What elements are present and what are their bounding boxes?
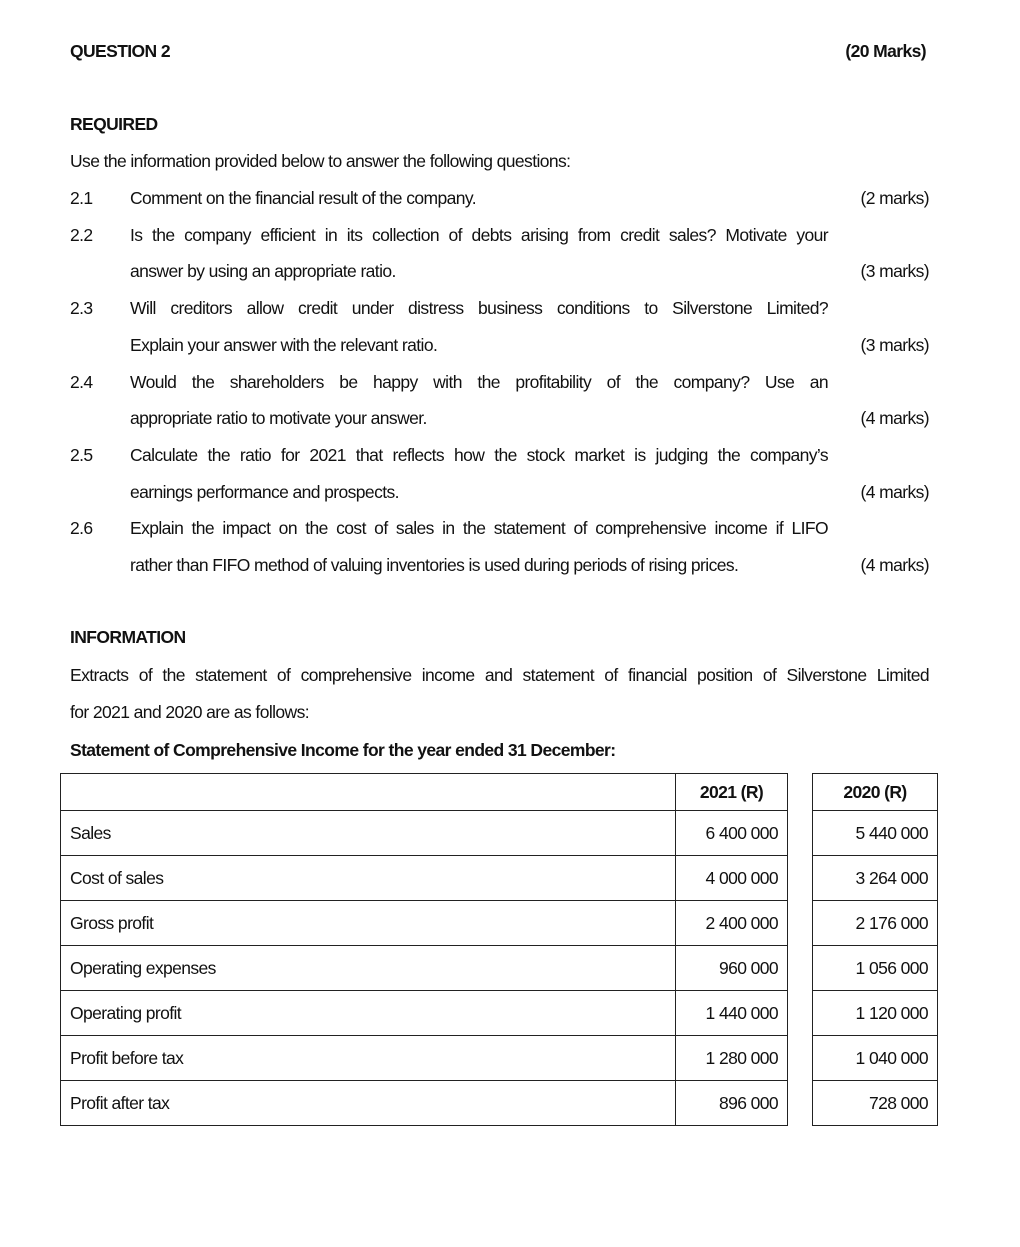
column-spacer [788,901,813,946]
table-row [61,901,938,946]
table-row [61,1081,938,1126]
table-title: Statement of Comprehensive Income for the year ended 31 December: [70,740,616,760]
header-2020: 2020 (R) [813,774,938,811]
question-marks: (4 marks) [860,481,929,502]
table-row [61,946,938,991]
value-2020: 3 264 000 [813,856,938,901]
column-spacer [788,946,813,991]
question-marks: (4 marks) [860,555,929,575]
value-2021: 1 440 000 [676,991,788,1036]
value-2021: 2 400 000 [676,901,788,946]
table-row [61,811,938,856]
column-spacer [788,991,813,1036]
information-paragraph-line: for 2021 and 2020 are as follows: [70,702,309,722]
header-2021: 2021 (R) [676,774,788,811]
required-intro: Use the information provided below to answer the following questions: [70,151,571,171]
column-spacer [788,811,813,856]
question-marks: (4 marks) [860,408,929,429]
value-2020: 5 440 000 [813,811,938,856]
question-number: 2.3 [70,298,93,319]
value-2021: 1 280 000 [676,1036,788,1081]
question-text-line: answer by using an appropriate ratio. [130,261,396,282]
value-2020: 1 120 000 [813,991,938,1036]
header-label-cell [61,774,676,811]
question-number: 2.2 [70,224,93,245]
required-heading: REQUIRED [70,114,158,134]
column-spacer [788,856,813,901]
question-title: QUESTION 2 [70,41,170,61]
row-label: Sales [61,811,676,856]
column-spacer [788,774,813,811]
row-label: Profit after tax [61,1081,676,1126]
question-text-line: earnings performance and prospects. [130,481,399,502]
value-2020: 1 040 000 [813,1036,938,1081]
value-2020: 1 056 000 [813,946,938,991]
total-marks: (20 Marks) [845,41,926,61]
question-text-line: rather than FIFO method of valuing inventories is used during periods of rising prices. [130,555,739,575]
question-text-line: Will creditors allow credit under distress business conditions to Silverstone Limited? [130,298,828,319]
column-spacer [788,1036,813,1081]
row-label: Profit before tax [61,1036,676,1081]
row-label: Operating expenses [61,946,676,991]
question-text-line: Explain the impact on the cost of sales in the statement of comprehensive income if LIFO [130,518,828,539]
information-heading: INFORMATION [70,627,186,647]
row-label: Cost of sales [61,856,676,901]
table-header-row [61,774,938,811]
value-2021: 6 400 000 [676,811,788,856]
question-marks: (2 marks) [860,188,929,208]
row-label: Operating profit [61,991,676,1036]
row-label: Gross profit [61,901,676,946]
question-text-line: Is the company efficient in its collection of debts arising from credit sales? Motivate your [130,224,828,245]
value-2021: 4 000 000 [676,856,788,901]
question-text-line: Would the shareholders be happy with the profitability of the company? Use an [130,371,828,392]
value-2020: 2 176 000 [813,901,938,946]
question-number: 2.4 [70,371,93,392]
question-number: 2.6 [70,518,93,539]
value-2021: 960 000 [676,946,788,991]
column-spacer [788,1081,813,1126]
question-text-line: Comment on the financial result of the company. [130,188,476,208]
information-paragraph-line: Extracts of the statement of comprehensive income and statement of financial position of Silverstone Limited [70,665,929,685]
question-number: 2.1 [70,188,93,208]
question-number: 2.5 [70,444,93,465]
value-2021: 896 000 [676,1081,788,1126]
table-row [61,856,938,901]
question-marks: (3 marks) [860,261,929,282]
question-text-line: Calculate the ratio for 2021 that reflects how the stock market is judging the company’s [130,444,828,465]
question-text-line: Explain your answer with the relevant ratio. [130,334,438,355]
question-marks: (3 marks) [860,334,929,355]
income-statement-table [60,773,938,1126]
table-row [61,991,938,1036]
question-text-line: appropriate ratio to motivate your answer. [130,408,427,429]
value-2020: 728 000 [813,1081,938,1126]
table-row [61,1036,938,1081]
